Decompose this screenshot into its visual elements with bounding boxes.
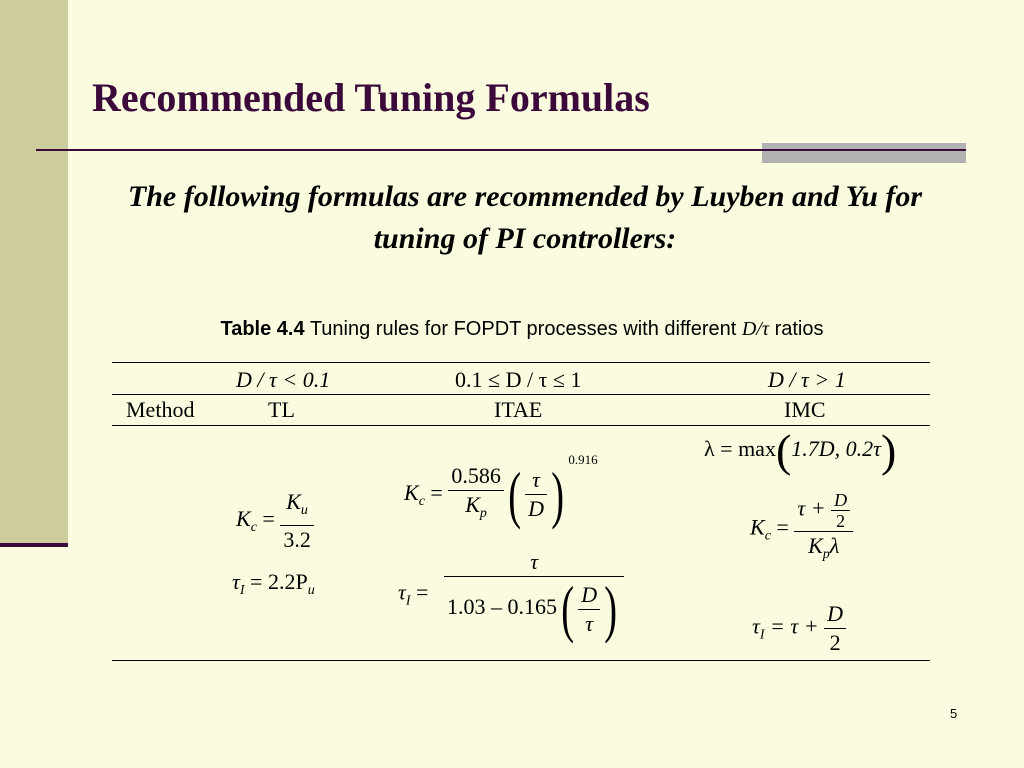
sidebar-band bbox=[0, 0, 68, 546]
imc-ti-rhs: = τ + bbox=[770, 613, 819, 639]
range-imc bbox=[768, 367, 846, 393]
imc-kc-formula: $K_c$ = τ + $\frac{D}{2}$ $K_p\lambda$ bbox=[750, 490, 853, 569]
itae-kc-num: 0.586 bbox=[448, 462, 504, 491]
range-itae bbox=[455, 367, 582, 393]
tl-ti-formula bbox=[232, 569, 315, 599]
sidebar-rule bbox=[0, 543, 68, 547]
slide-subtitle: The following formulas are recommended by Luyben and Yu for tuning of PI controllers: bbox=[127, 180, 923, 255]
imc-lambda-args: 1.7D, 0.2τ bbox=[791, 436, 882, 462]
table-bottom-rule bbox=[112, 660, 930, 661]
itae-ti-ratio bbox=[578, 581, 600, 638]
caption-text: Tuning rules for FOPDT processes with different bbox=[309, 318, 737, 340]
imc-lambda-formula: λ = max(1.7D, 0.2τ) bbox=[704, 425, 897, 476]
method-tl: TL bbox=[268, 397, 295, 422]
range-itae-text: 0.1 ≤ D / τ ≤ 1 bbox=[455, 367, 582, 392]
range-tl-text: D / τ < 0.1 bbox=[236, 367, 331, 392]
table-header-rule bbox=[112, 425, 930, 426]
tl-kc-den: 3.2 bbox=[283, 527, 311, 552]
imc-kc-den-sub: p bbox=[822, 547, 830, 562]
imc-kc-num-d: D bbox=[834, 490, 848, 510]
tl-ti-symbol: τ bbox=[232, 569, 240, 594]
title-accent-bar bbox=[762, 143, 966, 163]
tl-kc-sub: c bbox=[250, 520, 257, 536]
slide-title: Recommended Tuning Formulas bbox=[92, 75, 650, 120]
tl-kc-symbol: K bbox=[236, 506, 251, 532]
itae-kc-formula: $K_c$ = $\frac{0.586}{K_p}$ ( $\frac{\tau}{D}$ ) $^{0.916}$ bbox=[404, 452, 598, 530]
imc-kc-den: K bbox=[808, 533, 823, 558]
tl-kc-num: K bbox=[286, 489, 301, 514]
itae-kc-fraction bbox=[448, 462, 504, 528]
table-range-rule bbox=[112, 394, 930, 395]
range-tl bbox=[236, 367, 330, 393]
method-imc: IMC bbox=[784, 397, 826, 422]
imc-ti-d: D bbox=[827, 601, 844, 626]
tl-ti-rhs: = 2.2P bbox=[250, 569, 308, 594]
imc-kc-fraction bbox=[794, 490, 853, 569]
imc-lambda-lhs: λ = max bbox=[704, 436, 776, 462]
itae-ratio-num: τ bbox=[532, 467, 541, 493]
page-number: 5 bbox=[950, 706, 958, 721]
imc-kc-num-tau: τ + bbox=[797, 495, 826, 521]
itae-ti-num: τ bbox=[530, 549, 539, 574]
itae-exponent: 0.916 bbox=[568, 452, 598, 467]
itae-kc-den-sub: p bbox=[479, 505, 487, 521]
itae-ti-fraction: τ 1.03 – 0.165( $\frac{D}{\tau}$ ) bbox=[444, 548, 625, 641]
caption-number: Table 4.4 bbox=[220, 318, 305, 340]
title-divider bbox=[36, 149, 966, 151]
imc-ti-fraction bbox=[824, 600, 846, 657]
tl-kc-num-sub: u bbox=[300, 503, 308, 518]
row-label-method: Method bbox=[126, 397, 195, 422]
method-itae: ITAE bbox=[494, 397, 543, 422]
itae-ti-ratio-den: τ bbox=[585, 610, 594, 636]
caption-suffix: ratios bbox=[774, 318, 824, 340]
itae-ti-ratio-num: D bbox=[581, 581, 598, 607]
tl-kc-fraction bbox=[280, 488, 314, 554]
tl-ti-rhs-sub: u bbox=[307, 583, 315, 598]
itae-ti-den: 1.03 – 0.165 bbox=[446, 594, 557, 620]
imc-kc-num-2: 2 bbox=[836, 511, 846, 531]
imc-kc-den-lambda: λ bbox=[829, 533, 840, 558]
table-top-rule bbox=[112, 362, 930, 363]
imc-ti-formula: $\tau_I = \tau$ + $\frac{D}{2}$ bbox=[752, 600, 846, 657]
table-caption bbox=[0, 318, 1024, 341]
caption-ratio: D/τ bbox=[741, 318, 770, 340]
itae-kc-den: K bbox=[465, 491, 480, 517]
range-imc-text: D / τ > 1 bbox=[768, 367, 846, 392]
imc-kc-num-frac bbox=[831, 490, 850, 531]
itae-ratio bbox=[525, 466, 547, 523]
itae-ratio-den: D bbox=[528, 496, 545, 522]
tl-ti-sub: I bbox=[239, 583, 245, 598]
tl-kc-formula: $K_c$ = $\frac{K_u}{3.2}$ bbox=[236, 488, 314, 554]
imc-ti-2: 2 bbox=[829, 630, 841, 655]
itae-ti-formula: $\tau_I$ = τ 1.03 – 0.165( $\frac{D}{\tau}$ ) bbox=[398, 548, 624, 641]
